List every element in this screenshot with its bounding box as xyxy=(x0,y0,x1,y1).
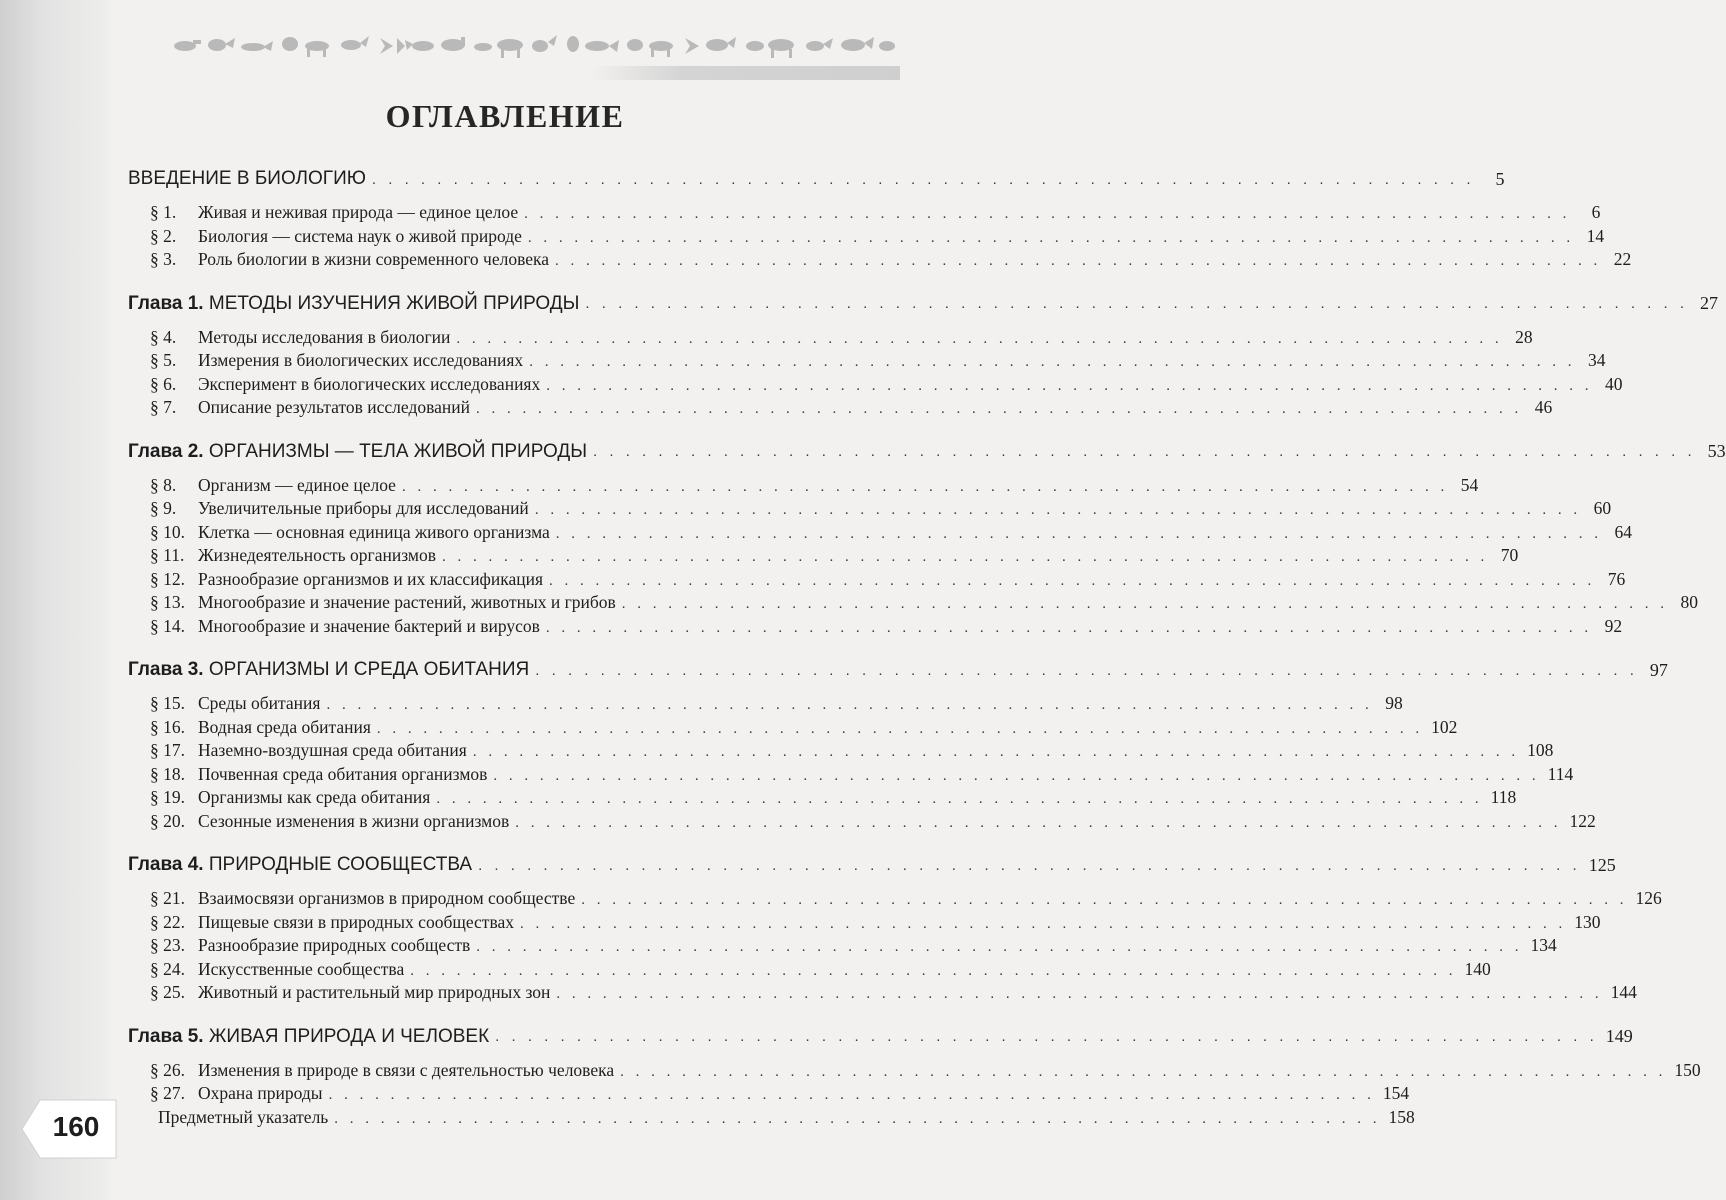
toc-entry-title xyxy=(128,498,535,519)
toc-entry-number: § 3. xyxy=(150,249,177,269)
leader-dots: . . . . . . . . . . . . . . . . . . . . . . . . . . . . . . . . . . . . . . . . . . . . . . . . . . . . . . . . . . . . . . . . . . . . xyxy=(555,253,1602,269)
toc-entry[interactable] xyxy=(128,326,1533,351)
toc-page-number: 92 xyxy=(1604,615,1623,636)
toc-entry-text: Эксперимент в биологических исследованиях xyxy=(198,373,541,394)
toc-page-number: 14 xyxy=(1586,225,1605,246)
toc-entry-number: § 17. xyxy=(150,740,185,760)
toc-chapter-heading[interactable] xyxy=(128,846,1616,884)
leader-dots: . . . . . . . . . . . . . . . . . . . . . . . . . . . . . . . . . . . . . . . . . . . . . . . . . . . . . . . . . . . . . . . . . . . . xyxy=(376,720,1424,737)
toc-entry[interactable] xyxy=(128,568,1626,593)
leader-dots: . . . . . . . . . . . . . . . . . . . . . . . . . . . . . . . . . . . . . . . . . . . . . . . . . . . . . . . . . . . . . . . . . . . . xyxy=(401,478,1449,495)
toc-entry-text: Сезонные изменения в жизни организмов xyxy=(198,810,510,831)
leader-dots: . . . . . . . . . . . . . . . . . . . . . . . . . . . . . . . . . . . . . . . . . . . . . . . . . . . . . . . . . . . . . . . . . . . . xyxy=(545,619,1593,636)
leader-dots: . . . . . . . . . . . . . . . . . . . . . . . . . . . . . . . . . . . . . . . . . . . . . . . . . . . . . . . . . . . . . . . . . . . . xyxy=(585,295,1689,312)
toc-entry[interactable] xyxy=(128,982,1637,1006)
table-of-contents xyxy=(128,160,1726,1130)
page-number: 160 xyxy=(52,1111,100,1142)
leader-dots: . . . . . . . . . . . . . . . . . . . . . . . . . . . . . . . . . . . . . . . . . . . . . . . . . . . . . . . . . . . . . . . . . . . . xyxy=(493,767,1540,784)
toc-entry-text: Биология — система наук о живой природе xyxy=(198,225,522,246)
toc-entry-text: Среды обитания xyxy=(198,693,321,713)
toc-page-number: 40 xyxy=(1604,373,1623,394)
chapter-title: ПРИРОДНЫЕ СООБЩЕСТВА xyxy=(208,854,473,875)
toc-page-number: 154 xyxy=(1382,1083,1410,1103)
toc-entry-text: Роль биологии в жизни современного человека xyxy=(198,249,550,269)
toc-heading-title: ВВЕДЕНИЕ В БИОЛОГИЮ xyxy=(128,168,372,190)
toc-entry-text: Почвенная среда обитания организмов xyxy=(198,763,488,784)
toc-page-number: 126 xyxy=(1635,888,1662,908)
toc-entry-title xyxy=(128,249,555,270)
toc-entry-title xyxy=(128,397,476,418)
toc-intro-heading[interactable] xyxy=(128,160,1505,198)
toc-chapter-heading[interactable] xyxy=(128,433,1726,471)
toc-entry-text: Организмы как среда обитания xyxy=(198,787,431,807)
toc-entry[interactable] xyxy=(128,787,1517,811)
toc-entry-number: § 20. xyxy=(150,810,185,831)
chapter-label: Глава 3. xyxy=(128,659,204,680)
toc-chapter-title xyxy=(128,441,593,463)
toc-entry-number: § 12. xyxy=(150,568,185,589)
leader-dots: . . . . . . . . . . . . . . . . . . . . . . . . . . . . . . . . . . . . . . . . . . . . . . . . . . . . . . . . . . . . . . . . . . . . xyxy=(472,744,1520,760)
toc-chapter-heading[interactable] xyxy=(128,1018,1633,1056)
leader-dots: . . . . . . . . . . . . . . . . . . . . . . . . . . . . . . . . . . . . . . . . . . . . . . . . . . . . . . . . . . . . . . . . . . . . xyxy=(593,443,1696,460)
toc-entry-title xyxy=(128,693,326,714)
toc-entry-text: Клетка — основная единица живого организма xyxy=(198,521,550,542)
toc-intro-items xyxy=(128,202,1632,273)
toc-entry-text: Организм — единое целое xyxy=(198,474,396,495)
toc-chapter-title xyxy=(128,854,478,876)
toc-entry-number: § 6. xyxy=(150,373,177,394)
toc-entry-text: Описание результатов исследований xyxy=(198,397,470,417)
chapter-label: Глава 4. xyxy=(128,854,204,875)
toc-entry-title xyxy=(128,569,549,590)
toc-entry-number: § 8. xyxy=(150,474,177,495)
toc-chapter-heading[interactable] xyxy=(128,651,1668,689)
toc-entry-title xyxy=(128,522,556,543)
toc-entry-title xyxy=(128,740,473,761)
toc-entry-text: Животный и растительный мир природных зон xyxy=(198,982,551,1002)
toc-entry-title xyxy=(128,912,520,933)
toc-entry[interactable] xyxy=(128,716,1458,741)
toc-entry-text: Многообразие и значение бактерий и вирусов xyxy=(198,615,540,636)
leader-dots: . . . . . . . . . . . . . . . . . . . . . . . . . . . . . . . . . . . . . . . . . . . . . . . . . . . . . . . . . . . . . . . . . . . . xyxy=(326,697,1373,713)
toc-chapters xyxy=(128,285,1726,1107)
toc-entry-title xyxy=(128,545,442,566)
toc-entry-title xyxy=(128,764,493,785)
toc-entry[interactable] xyxy=(128,397,1553,421)
toc-chapter-heading[interactable] xyxy=(128,285,1719,323)
toc-page-number: 46 xyxy=(1534,397,1553,417)
chapter-title: ОРГАНИЗМЫ И СРЕДА ОБИТАНИЯ xyxy=(208,659,530,680)
toc-entry[interactable] xyxy=(128,1083,1410,1107)
toc-entry-number: § 22. xyxy=(150,911,185,932)
toc-page-number: 150 xyxy=(1674,1059,1701,1080)
toc-entry-number: § 7. xyxy=(150,397,177,417)
toc-page-number: 22 xyxy=(1613,249,1632,269)
toc-entry-number: § 21. xyxy=(150,888,185,908)
page-title: ОГЛАВЛЕНИЕ xyxy=(385,98,625,134)
toc-entry-number: § 26. xyxy=(150,1059,185,1080)
toc-entry-title xyxy=(128,374,546,395)
toc-entry-text: Жизнедеятельность организмов xyxy=(198,545,436,565)
toc-page-number: 80 xyxy=(1680,592,1699,612)
toc-page-number: 64 xyxy=(1614,521,1633,542)
toc-entry-text: Разнообразие организмов и их классификация xyxy=(198,568,544,589)
toc-entry[interactable] xyxy=(128,935,1557,959)
toc-entry[interactable] xyxy=(128,615,1623,640)
leader-dots: . . . . . . . . . . . . . . . . . . . . . . . . . . . . . . . . . . . . . . . . . . . . . . . . . . . . . . . . . . . . . . . . . . . . xyxy=(328,1087,1375,1103)
toc-entry-number: § 15. xyxy=(150,693,185,713)
toc-entry-number: § 13. xyxy=(150,592,185,612)
toc-page-number: 140 xyxy=(1464,958,1491,979)
toc-entry-text: Увеличительные приборы для исследований xyxy=(198,498,529,518)
toc-entry[interactable] xyxy=(128,592,1699,616)
toc-page-number: 118 xyxy=(1490,787,1517,807)
toc-entry-text: Охрана природы xyxy=(198,1083,323,1103)
toc-entry-title xyxy=(128,592,622,613)
toc-page-number: 53 xyxy=(1707,441,1726,461)
toc-entry-text: Наземно-воздушная среда обитания xyxy=(198,740,467,760)
toc-entry-number: § 19. xyxy=(150,787,185,807)
toc-page-number: 122 xyxy=(1569,810,1596,831)
chapter-label: Глава 2. xyxy=(128,440,204,462)
toc-entry-number: § 10. xyxy=(150,521,185,542)
toc-entry[interactable] xyxy=(128,810,1596,835)
toc-entry-text: Методы исследования в биологии xyxy=(198,326,451,347)
toc-entry[interactable] xyxy=(128,763,1574,788)
toc-entry-title: Предметный указатель xyxy=(128,1107,334,1128)
toc-entry[interactable] xyxy=(128,474,1479,499)
toc-entry-title xyxy=(128,717,377,738)
toc-entry-number: § 1. xyxy=(150,202,177,222)
leader-dots: . . . . . . . . . . . . . . . . . . . . . . . . . . . . . . . . . . . . . . . . . . . . . . . . . . . . . . . . . . . . . . . . . . . . xyxy=(524,206,1571,222)
toc-page-number: 54 xyxy=(1460,474,1479,495)
toc-entry-number: § 24. xyxy=(150,958,185,979)
toc-page-number: 6 xyxy=(1591,202,1601,222)
leader-dots: . . . . . . . . . . . . . . . . . . . . . . . . . . . . . . . . . . . . . . . . . . . . . . . . . . . . . . . . . . . . . . . . . . . . xyxy=(441,549,1489,565)
toc-entry-title xyxy=(128,787,436,808)
toc-page-number: 76 xyxy=(1607,568,1626,589)
toc-entry[interactable] xyxy=(128,1059,1701,1084)
leader-dots: . . . . . . . . . . . . . . . . . . . . . . . . . . . . . . . . . . . . . . . . . . . . . . . . . . . . . . . . . . . . . . . . . . . . xyxy=(495,1028,1598,1045)
toc-page-number: 70 xyxy=(1500,545,1519,565)
toc-index-entry[interactable] xyxy=(128,1106,1415,1131)
toc-page-number: 102 xyxy=(1431,716,1458,737)
toc-entry[interactable] xyxy=(128,693,1403,717)
toc-page-number: 130 xyxy=(1574,911,1601,932)
leader-dots: . . . . . . . . . . . . . . . . . . . . . . . . . . . . . . . . . . . . . . . . . . . . . . . . . . . . . . . . . . . . . . . . . . . . xyxy=(546,377,1593,394)
leader-dots: . . . . . . . . . . . . . . . . . . . . . . . . . . . . . . . . . . . . . . . . . . . . . . . . . . . . . . . . . . . . . . . . . . . . xyxy=(581,892,1628,908)
toc-entry-text: Живая и неживая природа — единое целое xyxy=(198,202,519,222)
toc-entry-title xyxy=(128,1060,620,1081)
toc-entry[interactable] xyxy=(128,202,1601,226)
toc-page-number: 108 xyxy=(1527,740,1554,760)
toc-entry-title xyxy=(128,959,410,980)
toc-entry-number: § 16. xyxy=(150,716,185,737)
toc-entry[interactable] xyxy=(128,521,1633,546)
toc-entry-number: § 5. xyxy=(150,350,177,370)
toc-entry[interactable] xyxy=(128,958,1491,983)
leader-dots: . . . . . . . . . . . . . . . . . . . . . . . . . . . . . . . . . . . . . . . . . . . . . . . . . . . . . . . . . . . . . . . . . . . . xyxy=(410,962,1457,979)
toc-entry-title xyxy=(128,616,546,637)
toc-entry[interactable] xyxy=(128,350,1606,374)
header-rule xyxy=(590,66,900,80)
leader-dots: . . . . . . . . . . . . . . . . . . . . . . . . . . . . . . . . . . . . . . . . . . . . . . . . . . . . . . . . . . . . . . . . . . . . xyxy=(621,596,1669,612)
toc-entry-number: § 11. xyxy=(150,545,185,565)
leader-dots: . . . . . . . . . . . . . . . . . . . . . . . . . . . . . . . . . . . . . . . . . . . . . . . . . . . . . . . . . . . . . . . . . . . . xyxy=(515,814,1562,831)
toc-page-number: 134 xyxy=(1530,935,1557,955)
toc-entry-text: Искусственные сообщества xyxy=(198,958,405,979)
toc-page-number: 149 xyxy=(1605,1026,1633,1046)
toc-entry-number: § 9. xyxy=(150,498,177,518)
leader-dots: . . . . . . . . . . . . . . . . . . . . . . . . . . . . . . . . . . . . . . . . . . . . . . . . . . . . . . . . . . . . . . . . . . . . xyxy=(535,661,1638,679)
leader-dots: . . . . . . . . . . . . . . . . . . . . . . . . . . . . . . . . . . . . . . . . . . . . . . . . . . . . . . . . . . . . . . . . . . . . xyxy=(436,791,1483,807)
toc-page-number: 144 xyxy=(1610,982,1637,1002)
toc-page-number: 97 xyxy=(1649,659,1668,680)
toc-entry-number: § 14. xyxy=(150,615,185,636)
toc-entry-number: § 27. xyxy=(150,1083,185,1103)
chapter-title: ОРГАНИЗМЫ — ТЕЛА ЖИВОЙ ПРИРОДЫ xyxy=(208,440,588,462)
toc-page-number: 98 xyxy=(1385,693,1403,713)
toc-entry[interactable] xyxy=(128,498,1612,522)
toc-chapter-title xyxy=(128,1026,495,1048)
leader-dots: . . . . . . . . . . . . . . . . . . . . . . . . . . . . . . . . . . . . . . . . . . . . . . . . . . . . . . . . . . . . . . . . . . . . xyxy=(556,986,1603,1002)
leader-dots: . . . . . . . . . . . . . . . . . . . . . . . . . . . . . . . . . . . . . . . . . . . . . . . . . . . . . . . . . . . . . . . . . . . . xyxy=(456,330,1503,347)
chapter-title: МЕТОДЫ ИЗУЧЕНИЯ ЖИВОЙ ПРИРОДЫ xyxy=(208,292,580,314)
leader-dots: . . . . . . . . . . . . . . . . . . . . . . . . . . . . . . . . . . . . . . . . . . . . . . . . . . . . . . . . . . . . . . . . . . . . xyxy=(478,856,1581,874)
toc-entry-title xyxy=(128,226,528,247)
leader-dots: . . . . . . . . . . . . . . . . . . . . . . . . . . . . . . . . . . . . . . . . . . . . . . . . . . . . . . . . . . . . . . . . . . . . xyxy=(555,525,1603,542)
book-gutter-shadow xyxy=(0,0,108,1200)
toc-entry[interactable] xyxy=(128,740,1554,764)
chapter-label: Глава 1. xyxy=(128,292,204,314)
toc-entry-text: Измерения в биологических исследованиях xyxy=(198,350,524,370)
chapter-title: ЖИВАЯ ПРИРОДА И ЧЕЛОВЕК xyxy=(208,1025,490,1047)
leader-dots: . . . . . . . . . . . . . . . . . . . . . . . . . . . . . . . . . . . . . . . . . . . . . . . . . . . . . . . . . . . . . . . . . . . . xyxy=(527,229,1575,246)
toc-entry-text: Разнообразие природных сообществ xyxy=(198,935,471,955)
page-number-tab xyxy=(22,1100,116,1158)
leader-dots: . . . . . . . . . . . . . . . . . . . . . . . . . . . . . . . . . . . . . . . . . . . . . . . . . . . . . . . . . . . . . . . . . . . . xyxy=(620,1063,1667,1080)
animal-silhouette-frieze xyxy=(165,30,900,62)
toc-entry-title xyxy=(128,327,456,348)
toc-page-number: 114 xyxy=(1547,763,1574,784)
toc-entry-text: Пищевые связи в природных сообществах xyxy=(198,911,514,932)
toc-entry[interactable] xyxy=(128,373,1623,398)
toc-page-number: 28 xyxy=(1515,326,1533,347)
toc-entry-text: Водная среда обитания xyxy=(198,716,371,737)
toc-page-number: 158 xyxy=(1388,1106,1415,1127)
leader-dots: . . . . . . . . . . . . . . . . . . . . . . . . . . . . . . . . . . . . . . . . . . . . . . . . . . . . . . . . . . . . . . . . . . . . xyxy=(520,915,1567,932)
toc-page-number: 34 xyxy=(1587,350,1606,370)
leader-dots: . . . . . . . . . . . . . . . . . . . . . . . . . . . . . . . . . . . . . . . . . . . . . . . . . . . . . . . . . . . . . . . . . . . . xyxy=(334,1110,1381,1127)
toc-entry-text: Изменения в природе в связи с деятельностью человека xyxy=(198,1059,615,1080)
toc-entry-title xyxy=(128,982,556,1003)
toc-entry-number: § 2. xyxy=(150,225,177,246)
leader-dots: . . . . . . . . . . . . . . . . . . . . . . . . . . . . . . . . . . . . . . . . . . . . . . . . . . . . . . . . . . . . . . . . . . . . xyxy=(476,939,1523,955)
leader-dots: . . . . . . . . . . . . . . . . . . . . . . . . . . . . . . . . . . . . . . . . . . . . . . . . . . . . . . . . . . . . . . . . . . . . xyxy=(549,572,1596,589)
toc-entry-number: § 25. xyxy=(150,982,185,1002)
toc-entry-title xyxy=(128,350,529,371)
toc-entry-title xyxy=(128,202,524,223)
leader-dots: . . . . . . . . . . . . . . . . . . . . . . . . . . . . . . . . . . . . . . . . . . . . . . . . . . . . . . . . . . . . . . . . . . . . xyxy=(529,354,1576,370)
leader-dots: . . . . . . . . . . . . . . . . . . . . . . . . . . . . . . . . . . . . . . . . . . . . . . . . . . . . . . . . . . . . . . . . . . . . xyxy=(476,401,1523,417)
toc-chapter-title xyxy=(128,659,535,681)
toc-page-number: 27 xyxy=(1700,293,1719,313)
toc-entry[interactable] xyxy=(128,249,1632,273)
toc-entry-title xyxy=(128,1083,329,1104)
toc-page-number: 125 xyxy=(1588,854,1616,875)
toc-entry-number: § 23. xyxy=(150,935,185,955)
chapter-label: Глава 5. xyxy=(128,1025,204,1047)
toc-entry-title xyxy=(128,888,581,909)
toc-page-number: 60 xyxy=(1593,498,1612,518)
toc-entry-title xyxy=(128,811,515,832)
leader-dots: . . . . . . . . . . . . . . . . . . . . . . . . . . . . . . . . . . . . . . . . . . . . . . . . . . . . . . . . . . . . . . . . . . . . xyxy=(534,502,1582,518)
toc-entry-text: Взаимосвязи организмов в природном сообществе xyxy=(198,888,576,908)
toc-entry-text: Многообразие и значение растений, животных и грибов xyxy=(198,592,616,612)
toc-entry[interactable] xyxy=(128,545,1519,569)
toc-entry-number: § 18. xyxy=(150,763,185,784)
toc-entry-title xyxy=(128,475,402,496)
toc-chapter-title xyxy=(128,293,585,315)
toc-page-number: 5 xyxy=(1495,168,1505,189)
toc-entry[interactable] xyxy=(128,225,1605,250)
toc-entry-number: § 4. xyxy=(150,326,177,347)
toc-entry[interactable] xyxy=(128,888,1662,912)
animal-silhouettes xyxy=(174,35,895,58)
leader-dots: . . . . . . . . . . . . . . . . . . . . . . . . . . . . . . . . . . . . . . . . . . . . . . . . . . . . . . . . . . . . . . . . . . . . xyxy=(371,170,1475,188)
toc-entry-title xyxy=(128,935,476,956)
toc-entry[interactable] xyxy=(128,911,1601,936)
